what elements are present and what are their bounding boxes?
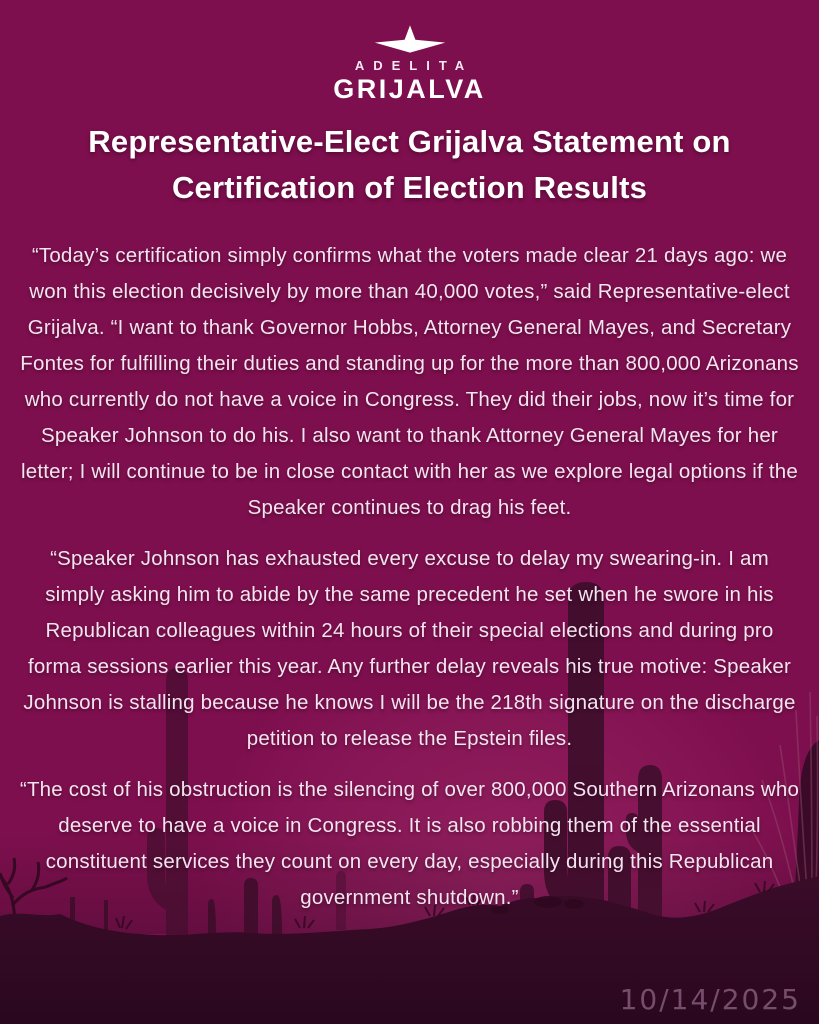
statement-paragraph-3: “The cost of his obstruction is the silencing of over 800,000 Southern Arizonans who deserve to have a voice in Congress. It is also robbing them of the essential constituent services they count on every day, especially during this Republican government shutdown.” [19, 778, 800, 909]
statement-paragraph-2: “Speaker Johnson has exhausted every excuse to delay my swearing-in. I am simply asking him to abide by the same precedent he set when he swore in his Republican colleagues within 24 hours of their special elections and during pro forma sessions earlier this year. Any further delay reveals his true motive: Speaker Johnson is stalling because he knows I will be the 218th signature on the discharge petition to release the Epstein files. [23, 547, 796, 750]
campaign-logo [0, 0, 819, 105]
logo-last-name: GRIJALVA [333, 74, 486, 104]
star-icon [374, 24, 446, 54]
statement-paragraph-1: “Today’s certification simply confirms what the voters made clear 21 days ago: we won this election decisively by more than 40,000 votes,” said Representative-elect Grijalva. “I want to thank Governor Hobbs, Attorney General Mayes, and Secretary Fontes for fulfilling their duties and standing up for the more than 800,000 Arizonans who currently do not have a voice in Congress. They did their jobs, now it’s time for Speaker Johnson to do his. I also want to thank Attorney General Mayes for her letter; I will continue to be in close contact with her as we explore legal options if the Speaker continues to drag his feet. [20, 244, 799, 519]
page-title: Representative-Elect Grijalva Statement on Certification of Election Results [88, 124, 731, 205]
date-label: 10/14/2025 [619, 983, 801, 1016]
logo-first-name: ADELITA [354, 58, 474, 73]
statement-body [20, 238, 800, 916]
